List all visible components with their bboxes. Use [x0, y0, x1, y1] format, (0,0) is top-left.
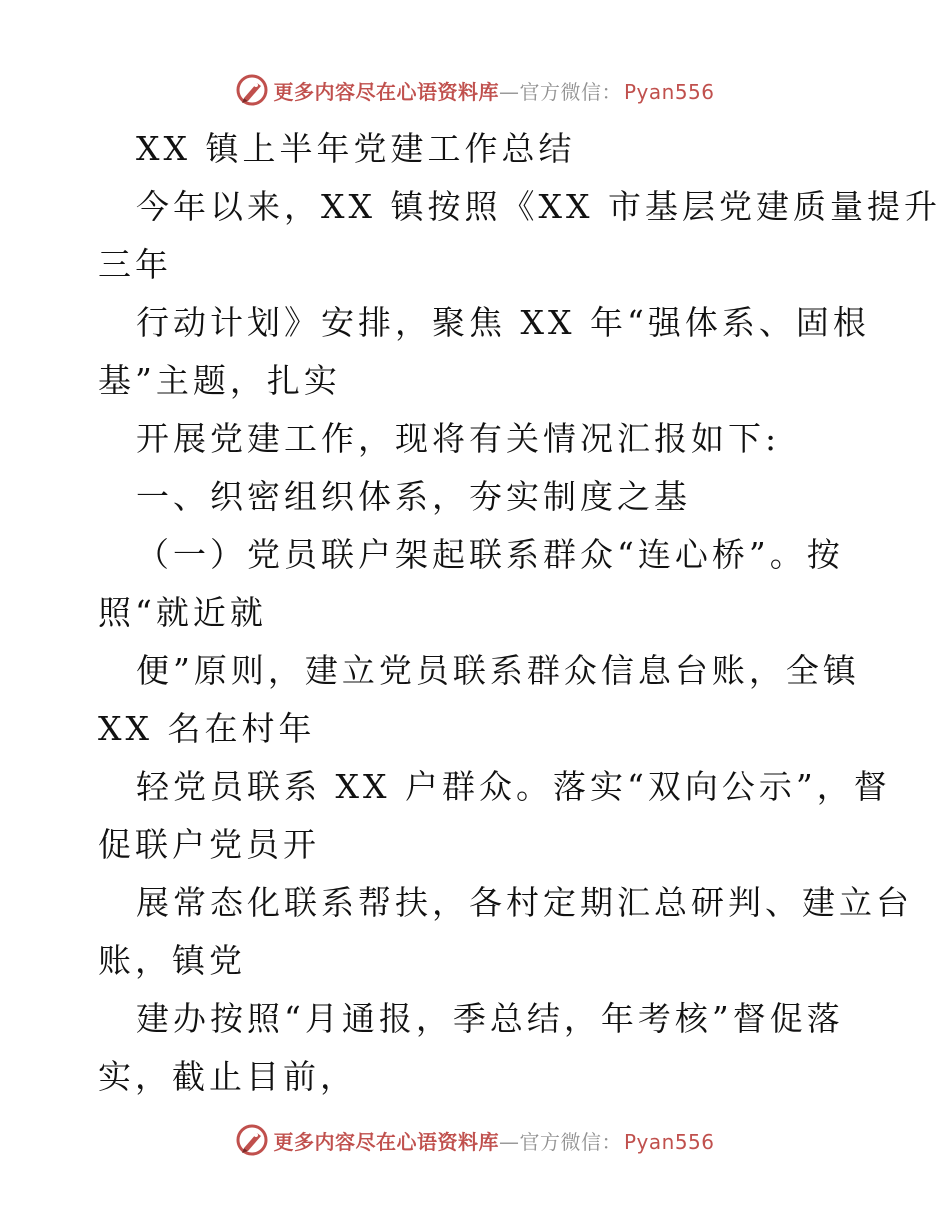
pen-logo-icon: [235, 1123, 269, 1157]
section-heading: 一、织密组织体系，夯实制度之基: [136, 477, 691, 516]
paragraph-line: 三年: [98, 245, 172, 284]
paragraph-line: 今年以来，XX 镇按照《XX 市基层党建质量提升: [136, 187, 941, 226]
pen-logo-icon: [235, 73, 269, 107]
paragraph-line: 基”主题，扎实: [98, 361, 341, 400]
paragraph-line: XX 名在村年: [98, 709, 316, 748]
banner-wechat-id: Pyan556: [623, 79, 715, 104]
paragraph-line: 行动计划》安排，聚焦 XX 年“强体系、固根: [136, 303, 870, 342]
banner-official-label: 官方微信：: [519, 79, 622, 104]
paragraph-line: 账，镇党: [98, 941, 246, 980]
paragraph-line: 实，截止目前，: [98, 1057, 357, 1096]
paragraph-line: 建办按照“月通报，季总结，年考核”督促落: [136, 999, 844, 1038]
header-banner: [0, 70, 950, 110]
document-title: XX 镇上半年党建工作总结: [136, 129, 576, 168]
banner-dash: —: [498, 79, 520, 104]
footer-banner: [0, 1120, 950, 1160]
paragraph-line: 便”原则，建立党员联系群众信息台账，全镇: [136, 651, 860, 690]
paragraph-line: 开展党建工作，现将有关情况汇报如下:: [136, 419, 781, 458]
banner-wechat-id: Pyan556: [623, 1129, 715, 1154]
banner-text: [273, 76, 714, 105]
paragraph-line: （一）党员联户架起联系群众“连心桥”。按: [136, 535, 844, 574]
banner-main-text: 更多内容尽在心语资料库: [273, 79, 499, 104]
paragraph-line: 轻党员联系 XX 户群众。落实“双向公示”，督: [136, 767, 891, 806]
document-body: [98, 120, 941, 1106]
banner-dash: —: [498, 1129, 520, 1154]
banner-main-text: 更多内容尽在心语资料库: [273, 1129, 499, 1154]
paragraph-line: 照“就近就: [98, 593, 267, 632]
paragraph-line: 展常态化联系帮扶，各村定期汇总研判、建立台: [136, 883, 913, 922]
banner-official-label: 官方微信：: [519, 1129, 622, 1154]
banner-text: [273, 1126, 714, 1155]
paragraph-line: 促联户党员开: [98, 825, 320, 864]
